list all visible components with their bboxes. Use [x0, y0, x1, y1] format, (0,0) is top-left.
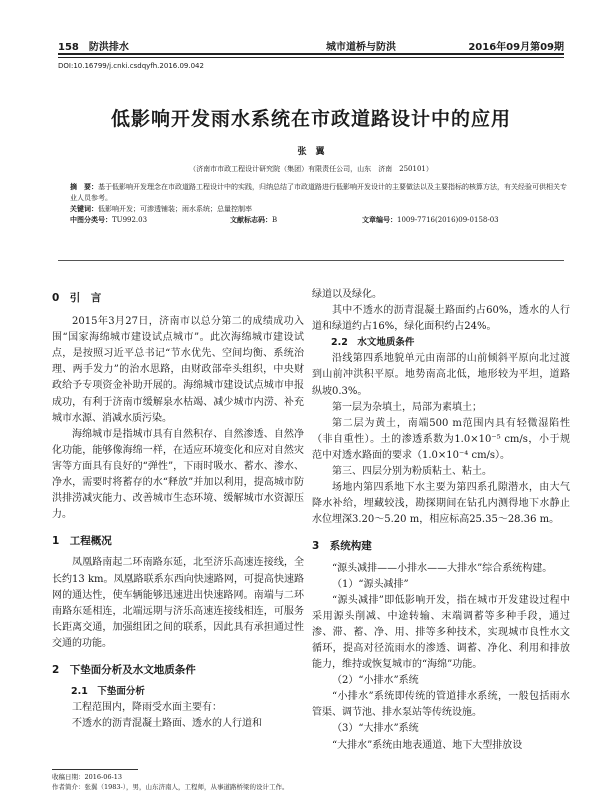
subsection-heading: 2.2 水文地质条件	[331, 337, 415, 349]
paragraph: 海绵城市是指城市具有自然积存、自然渗透、自然净化功能，能够像海绵一样，在适应环境变化和应对自然灾害等方面具有良好的“弹性”，下雨时吸水、蓄水、渗水、净水，需要时将蓄存的水“释放”并加以利用，提高城市防洪排涝减灾能力、改善城市生态环境、缓解城市水资源压力。	[52, 428, 304, 521]
paper-title: 低影响开发雨水系统在市政道路设计中的应用	[110, 108, 511, 130]
paragraph: 第一层为杂填土，局部为素填土；	[332, 401, 482, 413]
paragraph: 不透水的沥青混凝土路面、透水的人行道和	[72, 718, 262, 730]
article-label: 文章编号：	[362, 216, 397, 224]
header-rule-thin	[58, 57, 564, 58]
paragraph: “小排水”系统即传统的管道排水系统，一般包括雨水管渠、调节池、排水泵站等传统设施。	[312, 691, 570, 719]
clc-number	[70, 216, 147, 224]
list-item: （3）“大排水”系统	[332, 723, 419, 735]
section-heading-surface-analysis: 2 下垫面分析及水文地质条件	[52, 663, 196, 676]
abstract-block	[70, 182, 570, 226]
paragraph: “大排水”系统由地表通道、地下大型排放设	[332, 739, 523, 751]
keywords	[70, 204, 570, 215]
received-date: 收稿日期：2016-06-13	[52, 773, 122, 781]
header-rule-thick	[58, 53, 564, 55]
left-column	[52, 276, 304, 732]
doi: DOI:10.16799/j.cnki.csdqyfh.2016.09.042	[58, 62, 204, 70]
affiliation: （济南市市政工程设计研究院（集团）有限责任公司，山东 济南 250101）	[189, 165, 433, 173]
issue-info: 2016年09月第09期	[468, 42, 564, 53]
keywords-label: 关键词：	[70, 205, 98, 213]
footnote	[52, 772, 304, 792]
doc-value: B	[272, 216, 278, 224]
page-and-column: 158 防洪排水	[58, 42, 129, 53]
article-number	[362, 215, 499, 226]
paragraph: “源头减排”即低影响开发，指在城市开发建设过程中采用源头削减、中途转输、末端调蓄等多种手段，通过渗、滞、蓄、净、用、排等多种技术，实现城市良性水文循环，提高对径流雨水的渗透、调蓄、净化、利用和排放能力，维持或恢复城市的“海绵”功能。	[312, 594, 570, 671]
paragraph: “源头减排——小排水——大排水”综合系统构建。	[332, 562, 553, 574]
classification-row	[70, 215, 570, 226]
list-item: （2）“小排水”系统	[332, 675, 419, 687]
paragraph: 沿线第四系地貌单元由南部的山前倾斜平原向北过渡到山前冲洪积平原。地势南高北低，地形较为平坦，道路纵坡0.3%。	[312, 353, 570, 397]
abstract-label: 摘 要：	[70, 183, 98, 191]
paragraph: 第三、四层分别为粉质粘土、粘土。	[332, 466, 492, 478]
author: 张 翼	[297, 147, 325, 157]
journal-name: 城市道桥与防洪	[326, 42, 396, 53]
abstract-rule	[58, 260, 564, 261]
right-column	[312, 287, 570, 754]
paragraph: 凤凰路南起二环南路东延，北至济乐高速连接线，全长约13 km。凤凰路联系东西向快速路网，可提高快速路网的通达性，使车辆能够迅速进出快速路网。南端与二环南路东延相连，北端远期与济乐高速连接线相连，可服务长距离交通，加强组团之间的联系，因此具有承担通过性交通的功能。	[52, 557, 304, 649]
paragraph: 工程范围内，降雨受水面主要有：	[72, 702, 222, 714]
doc-label: 文献标志码：	[230, 216, 272, 224]
running-header	[58, 38, 564, 52]
section-heading-project-overview: 1 工程概况	[52, 535, 112, 548]
keywords-text: 低影响开发；可渗透铺装；雨水系统；总量控制率	[98, 205, 252, 213]
clc-label: 中图分类号：	[70, 216, 112, 224]
abstract	[70, 182, 570, 204]
footnote-rule	[52, 769, 138, 770]
paragraph: 其中不透水的沥青混凝土路面约占60%，透水的人行道和绿道约占16%，绿化面积约占24%。	[312, 305, 570, 333]
subsection-heading: 2.1 下垫面分析	[71, 686, 145, 698]
paragraph: 2015年3月27日，济南市以总分第二的成绩成功入围“国家海绵城市建设试点城市”。此次海绵城市建设试点，是按照习近平总书记“节水优先、空间均衡、系统治理、两手发力”的治水思路，由财政部牵头组织，中央财政给予专项资金补助开展的。海绵城市建设试点城市申报成功，有利于济南市缓解泉水枯竭、减少城市内涝、补充城市水源、消减水质污染。	[52, 316, 304, 424]
paragraph: 第二层为黄土，南端500 m范围内具有轻微湿陷性（非自重性）。土的渗透系数为1.0×10⁻⁵ cm/s，小于规范中对透水路面的要求（1.0×10⁻⁴ cm/s）。	[312, 417, 570, 461]
section-heading-introduction: 0 引 言	[52, 292, 102, 304]
paragraph: 绿道以及绿化。	[312, 289, 382, 300]
abstract-text: 基于低影响开发理念在市政道路工程设计中的实践，归纳总结了市政道路进行低影响开发设计的主要做法以及主要指标的核算方法，有关经验可供相关专业人员参考。	[70, 183, 567, 202]
author-bio: 作者简介：张翼（1983-），男，山东济南人，工程师，从事道路桥梁的设计工作。	[52, 783, 289, 791]
doc-code	[230, 215, 277, 226]
paragraph: 场地内第四系地下水主要为第四系孔隙潜水，由大气降水补给，埋藏较浅，勘探期间在钻孔内测得地下水静止水位埋深3.20～5.20 m，相应标高25.35～28.36 m。	[312, 482, 570, 526]
article-value: 1009-7716(2016)09-0158-03	[397, 216, 499, 224]
clc-value: TU992.03	[112, 216, 148, 224]
section-heading-system: 3 系统构建	[312, 540, 372, 553]
list-item: （1）“源头减排”	[332, 578, 409, 590]
